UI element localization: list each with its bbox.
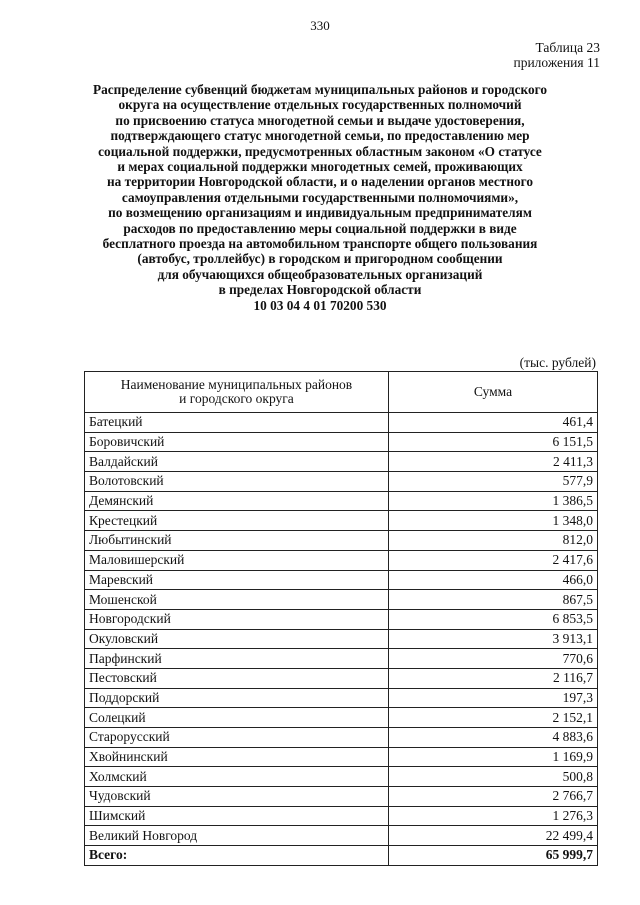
table-row xyxy=(85,688,598,708)
table-reference-line-1: Таблица 23 xyxy=(535,40,600,55)
table-reference-line-2: приложения 11 xyxy=(513,55,600,70)
district-amount: 1 169,9 xyxy=(389,747,598,767)
table-row xyxy=(85,747,598,767)
district-amount: 2 766,7 xyxy=(389,787,598,807)
total-amount: 65 999,7 xyxy=(389,846,598,866)
district-name: Холмский xyxy=(85,767,389,787)
district-name: Валдайский xyxy=(85,452,389,472)
table-body xyxy=(85,413,598,846)
district-amount: 500,8 xyxy=(389,767,598,787)
table-row xyxy=(85,708,598,728)
table-row xyxy=(85,452,598,472)
district-name: Крестецкий xyxy=(85,511,389,531)
units-note: (тыс. рублей) xyxy=(519,355,596,370)
district-name: Волотовский xyxy=(85,472,389,492)
district-name: Шимский xyxy=(85,806,389,826)
district-amount: 197,3 xyxy=(389,688,598,708)
district-name: Чудовский xyxy=(85,787,389,807)
table-row xyxy=(85,787,598,807)
district-amount: 1 348,0 xyxy=(389,511,598,531)
district-name: Боровичский xyxy=(85,432,389,452)
table-row xyxy=(85,728,598,748)
title-line: по присвоению статуса многодетной семьи и выдаче удостоверения, xyxy=(115,112,525,128)
title-line: округа на осуществление отдельных государственных полномочий xyxy=(118,97,522,113)
district-amount: 2 411,3 xyxy=(389,452,598,472)
table-reference xyxy=(513,40,600,70)
table-row xyxy=(85,511,598,531)
district-amount: 577,9 xyxy=(389,472,598,492)
title-line: самоуправления отдельными государственными полномочиями», xyxy=(121,189,519,205)
table-row xyxy=(85,590,598,610)
table-header-row xyxy=(85,372,598,413)
district-amount: 2 152,1 xyxy=(389,708,598,728)
header-name-column xyxy=(85,372,389,413)
district-name: Парфинский xyxy=(85,649,389,669)
district-amount: 4 883,6 xyxy=(389,728,598,748)
table-row xyxy=(85,570,598,590)
table-row xyxy=(85,531,598,551)
district-name: Хвойнинский xyxy=(85,747,389,767)
title-line: на территории Новгородской области, и о наделении органов местного xyxy=(107,174,533,190)
district-amount: 22 499,4 xyxy=(389,826,598,846)
district-amount: 466,0 xyxy=(389,570,598,590)
title-line: в пределах Новгородской области xyxy=(218,282,422,298)
district-amount: 3 913,1 xyxy=(389,629,598,649)
district-amount: 1 276,3 xyxy=(389,806,598,826)
table-row xyxy=(85,629,598,649)
district-name: Окуловский xyxy=(85,629,389,649)
district-name: Батецкий xyxy=(85,413,389,433)
title-line: Распределение субвенций бюджетам муниципальных районов и городского xyxy=(92,82,547,97)
table-row xyxy=(85,550,598,570)
district-amount: 770,6 xyxy=(389,649,598,669)
table-row xyxy=(85,609,598,629)
district-amount: 6 151,5 xyxy=(389,432,598,452)
title-line: подтверждающего статус многодетной семьи, по предоставлению мер xyxy=(110,128,530,144)
district-name: Великий Новгород xyxy=(85,826,389,846)
table-row xyxy=(85,413,598,433)
district-name: Маловишерский xyxy=(85,550,389,570)
table-row xyxy=(85,649,598,669)
district-name: Любытинский xyxy=(85,531,389,551)
title-line: для обучающихся общеобразовательных организаций xyxy=(157,266,483,282)
district-amount: 812,0 xyxy=(389,531,598,551)
title-line: и мерах социальной поддержки многодетных семей, проживающих xyxy=(117,159,523,175)
district-amount: 867,5 xyxy=(389,590,598,610)
district-name: Солецкий xyxy=(85,708,389,728)
district-amount: 2 417,6 xyxy=(389,550,598,570)
district-name: Пестовский xyxy=(85,668,389,688)
table-row xyxy=(85,472,598,492)
table-row xyxy=(85,668,598,688)
header-name-line-1: Наименование муниципальных районов xyxy=(120,377,353,392)
title-line: бесплатного проезда на автомобильном транспорте общего пользования xyxy=(102,236,538,252)
table-row xyxy=(85,491,598,511)
header-name-line-2: и городского округа xyxy=(179,391,294,406)
district-name: Мошенской xyxy=(85,590,389,610)
district-name: Новгородский xyxy=(85,609,389,629)
table-row xyxy=(85,767,598,787)
district-amount: 1 386,5 xyxy=(389,491,598,511)
title-line: расходов по предоставлению меры социальной поддержки в виде xyxy=(123,220,517,236)
title-line: по возмещению организациям и индивидуальным предпринимателям xyxy=(108,205,532,221)
document-title xyxy=(70,82,570,313)
table-row xyxy=(85,432,598,452)
district-amount: 6 853,5 xyxy=(389,609,598,629)
district-amount: 461,4 xyxy=(389,413,598,433)
district-name: Старорусский xyxy=(85,728,389,748)
header-sum-column: Сумма xyxy=(389,372,598,413)
page-number: 330 xyxy=(310,18,330,33)
total-row xyxy=(85,846,598,866)
district-name: Маревский xyxy=(85,570,389,590)
total-label: Всего: xyxy=(85,846,389,866)
subvention-table xyxy=(84,371,598,866)
district-name: Поддорский xyxy=(85,688,389,708)
title-line: 10 03 04 4 01 70200 530 xyxy=(253,297,387,313)
title-line: (автобус, троллейбус) в городском и пригородном сообщении xyxy=(137,251,503,267)
table-row xyxy=(85,826,598,846)
table-row xyxy=(85,806,598,826)
district-amount: 2 116,7 xyxy=(389,668,598,688)
title-line: социальной поддержки, предусмотренных областным законом «О статусе xyxy=(98,143,542,159)
district-name: Демянский xyxy=(85,491,389,511)
